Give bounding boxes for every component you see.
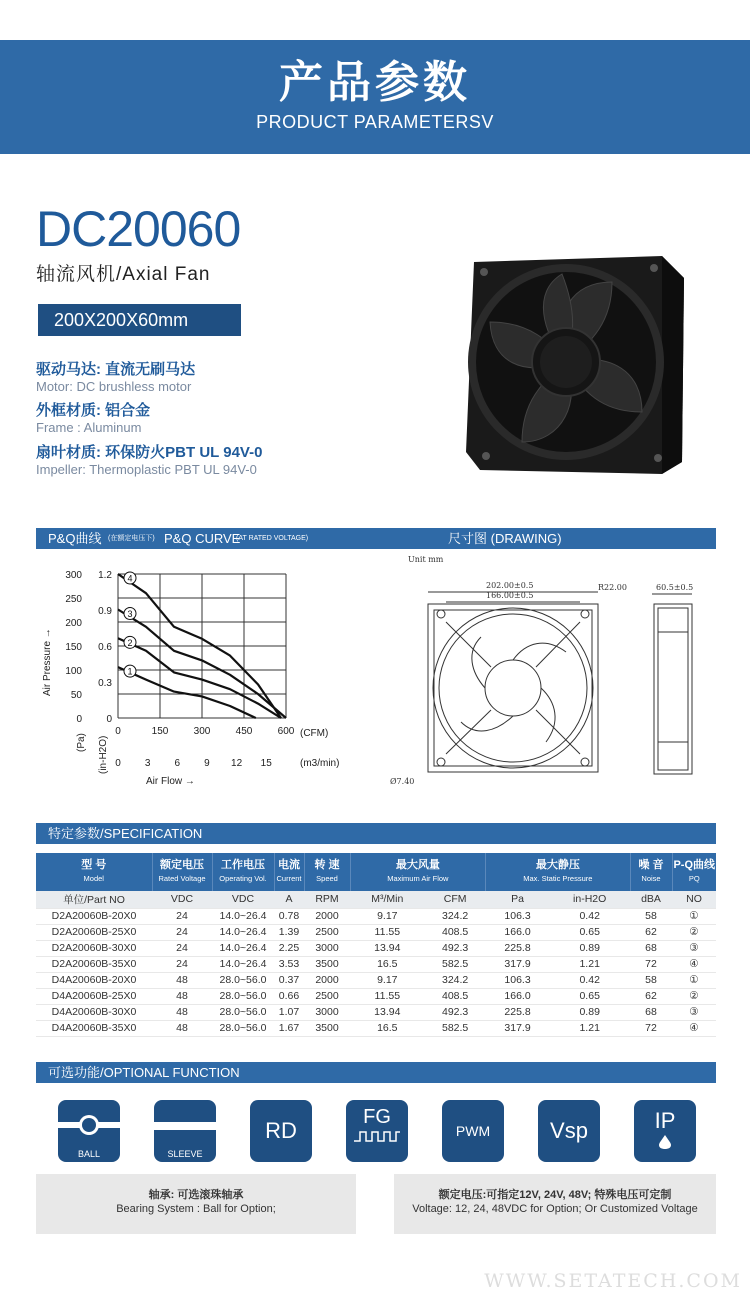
spec-frame: 外框材质: 铝合金 Frame : Aluminum xyxy=(36,402,151,435)
drawing-unit: Unit mm xyxy=(408,555,444,564)
pq-section-bar xyxy=(36,528,716,549)
x-tick-cfm: 600 xyxy=(277,726,295,737)
ball-bearing-icon xyxy=(58,1100,120,1140)
option-ip: IP xyxy=(634,1100,696,1162)
table-row: D2A20060B-30X0 24 14.0~26.4 2.25 3000 13.94 492.3 225.8 0.89 68 ③ xyxy=(36,940,716,956)
table-row: D4A20060B-30X0 48 28.0~56.0 1.07 3000 13.94 492.3 225.8 0.89 68 ③ xyxy=(36,1004,716,1020)
y-tick-pa: 300 xyxy=(65,570,82,581)
bearing-note: 轴承: 可选滚珠轴承 Bearing System : Ball for Option; xyxy=(36,1174,356,1234)
curve-marker-label: 2 xyxy=(127,637,133,648)
x-tick-cfm: 300 xyxy=(193,726,211,737)
option-pwm: PWM xyxy=(442,1100,504,1162)
option-rd: RD xyxy=(250,1100,312,1162)
x-unit-cfm: (CFM) xyxy=(300,728,329,739)
y-tick-inh2o: 0.3 xyxy=(98,678,112,689)
y-tick-inh2o: 0.9 xyxy=(98,606,112,617)
pq-title-cn: P&Q曲线 xyxy=(48,531,102,546)
curve-marker-label: 4 xyxy=(127,573,133,584)
header-banner xyxy=(0,40,750,154)
product-type: 轴流风机/Axial Fan xyxy=(36,264,211,285)
option-sleeve: SLEEVE xyxy=(154,1100,216,1162)
y-tick-pa: 0 xyxy=(76,714,82,725)
th-speed: 转 速 Speed xyxy=(304,853,350,891)
size-label: 200X200X60mm xyxy=(38,304,241,336)
th-max-pressure: 最大静压 Max. Static Pressure xyxy=(486,853,630,891)
th-rated-voltage: 额定电压 Rated Voltage xyxy=(152,853,212,891)
x-unit-m3: (m3/min) xyxy=(300,758,340,769)
drawing-hole-dia: Ø7.40 xyxy=(390,777,415,786)
x-tick-m3: 12 xyxy=(231,758,243,769)
drawing-depth: 60.5±0.5 xyxy=(656,583,694,592)
dimension-drawing xyxy=(386,552,716,802)
x-axis-label: Air Flow → xyxy=(146,776,195,787)
x-tick-m3: 3 xyxy=(144,758,151,769)
table-row: D2A20060B-20X0 24 14.0~26.4 0.78 2000 9.17 324.2 106.3 0.42 58 ① xyxy=(36,908,716,924)
table-header-row xyxy=(36,853,716,891)
drawing-dim-holes: 166.00±0.5 xyxy=(486,591,534,600)
pq-title-en-note: (AT RATED VOLTAGE) xyxy=(236,535,309,542)
y-tick-pa: 250 xyxy=(65,594,82,605)
th-max-airflow: 最大风量 Maximum Air Flow xyxy=(350,853,486,891)
y-axis-label: Air Pressure → xyxy=(42,628,53,696)
drawing-dim-outer: 202.00±0.5 xyxy=(486,581,534,590)
page-subtitle: PRODUCT PARAMETERSV xyxy=(256,112,494,132)
option-vsp: Vsp xyxy=(538,1100,600,1162)
y-unit-inh2o: (in-H2O) xyxy=(98,735,109,774)
th-noise: 噪 音 Noise xyxy=(630,853,672,891)
x-tick-m3: 9 xyxy=(204,758,210,769)
water-drop-icon xyxy=(650,1134,680,1150)
drawing-front-view xyxy=(428,592,598,772)
sleeve-bearing-icon xyxy=(154,1100,216,1140)
optional-section-bar: 可选功能/OPTIONAL FUNCTION xyxy=(36,1062,716,1083)
th-pq: P-Q曲线 PQ xyxy=(672,853,716,891)
x-tick-m3: 6 xyxy=(174,758,181,769)
curve-marker-label: 3 xyxy=(127,609,133,620)
table-unit-row: 单位/Part NO VDC VDC A RPM M³/Min CFM Pa in-H2O dBA NO xyxy=(36,891,716,908)
drawing-side-view xyxy=(652,594,692,774)
table-row: D2A20060B-25X0 24 14.0~26.4 1.39 2500 11.55 408.5 166.0 0.65 62 ② xyxy=(36,924,716,940)
page-title: 产品参数 xyxy=(279,58,471,107)
x-tick-m3: 0 xyxy=(115,758,121,769)
y-tick-pa: 100 xyxy=(65,666,82,677)
drawing-radius: R22.00 xyxy=(598,583,627,592)
table-row: D4A20060B-35X0 48 28.0~56.0 1.67 3500 16.5 582.5 317.9 1.21 72 ④ xyxy=(36,1020,716,1036)
y-tick-pa: 150 xyxy=(65,642,82,653)
spec-table xyxy=(36,853,716,1037)
voltage-note: 额定电压:可指定12V, 24V, 48V; 特殊电压可定制 Voltage: 12, 24, 48VDC for Option; Or Customized Voltage xyxy=(394,1174,716,1234)
table-body xyxy=(36,891,716,1036)
table-row: D4A20060B-20X0 48 28.0~56.0 0.37 2000 9.17 324.2 106.3 0.42 58 ① xyxy=(36,972,716,988)
th-operating-voltage: 工作电压 Operating Vol. xyxy=(212,853,274,891)
th-current: 电流 Current xyxy=(274,853,304,891)
model-number: DC20060 xyxy=(36,201,241,257)
y-tick-pa: 200 xyxy=(65,618,82,629)
pq-chart xyxy=(36,556,376,796)
drawing-title: 尺寸图 (DRAWING) xyxy=(448,531,562,546)
pq-title-cn-note: (在额定电压下) xyxy=(108,535,155,542)
option-ball: BALL xyxy=(58,1100,120,1162)
y-tick-inh2o: 0.6 xyxy=(98,642,112,653)
spec-section-bar: 特定参数/SPECIFICATION xyxy=(36,823,716,844)
x-tick-m3: 15 xyxy=(260,758,272,769)
spec-motor: 驱动马达: 直流无刷马达 Motor: DC brushless motor xyxy=(36,361,196,394)
y-tick-inh2o: 1.2 xyxy=(98,570,112,581)
option-fg: FG xyxy=(346,1100,408,1162)
pulse-signal-icon xyxy=(352,1129,402,1143)
y-tick-inh2o: 0 xyxy=(106,714,112,725)
x-tick-cfm: 0 xyxy=(115,726,121,737)
spec-impeller: 扇叶材质: 环保防火PBT UL 94V-0 Impeller: Thermoplastic PBT UL 94V-0 xyxy=(36,444,263,477)
pq-title-en: P&Q CURVE xyxy=(164,531,241,546)
table-row: D2A20060B-35X0 24 14.0~26.4 3.53 3500 16.5 582.5 317.9 1.21 72 ④ xyxy=(36,956,716,972)
website-watermark: WWW.SETATECH.COM xyxy=(484,1270,742,1292)
x-tick-cfm: 450 xyxy=(235,726,253,737)
x-tick-cfm: 150 xyxy=(151,726,169,737)
y-tick-pa: 50 xyxy=(70,690,82,701)
curve-marker-label: 1 xyxy=(127,666,133,677)
fan-product-image xyxy=(462,252,690,474)
y-unit-pa: (Pa) xyxy=(76,733,87,752)
table-row: D4A20060B-25X0 48 28.0~56.0 0.66 2500 11.55 408.5 166.0 0.65 62 ② xyxy=(36,988,716,1004)
th-model: 型 号 Model xyxy=(36,853,152,891)
